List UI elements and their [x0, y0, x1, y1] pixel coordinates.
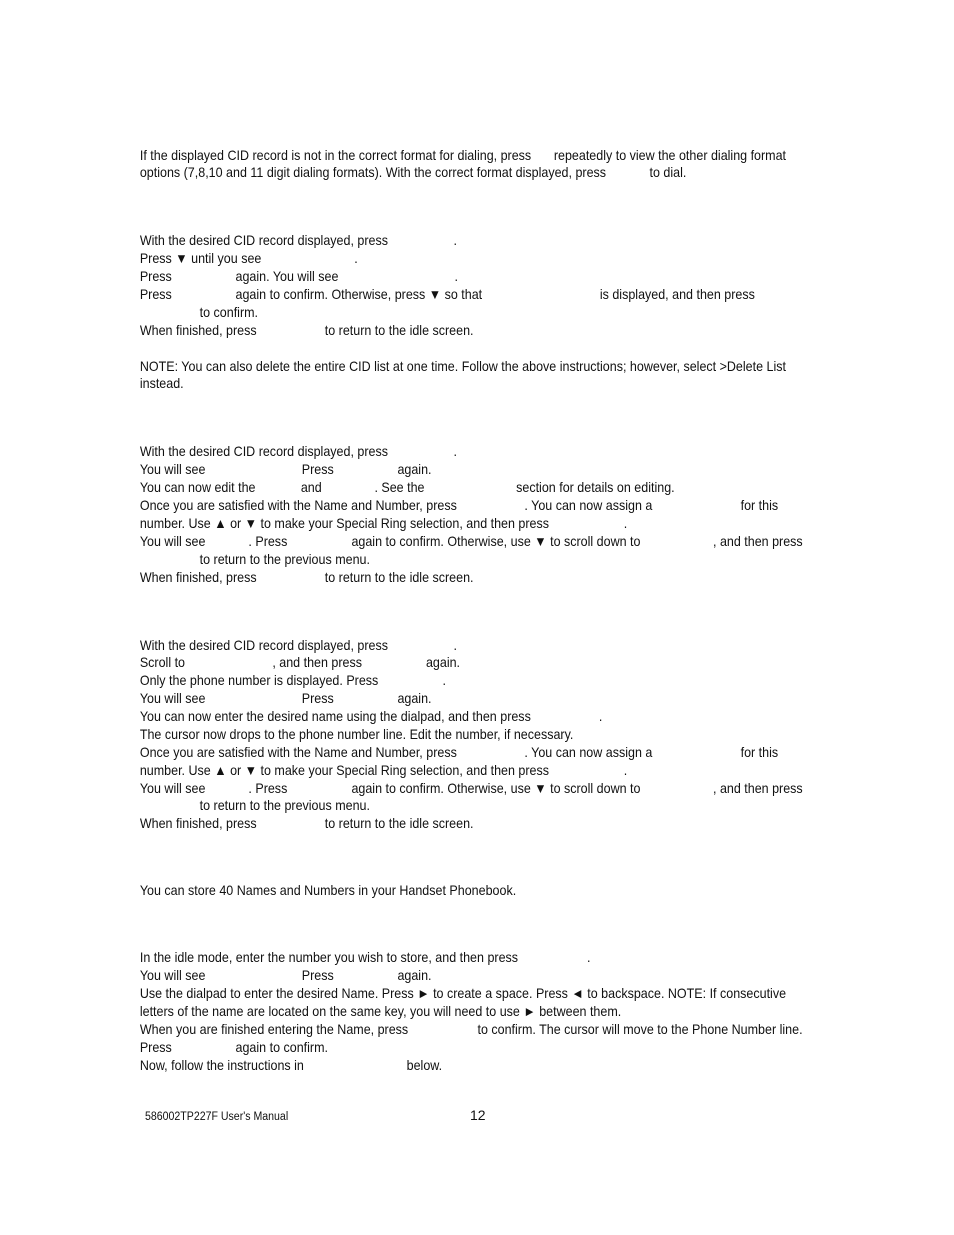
store-step-2 [0, 967, 878, 985]
save-edit-step-5 [0, 533, 878, 551]
store-step-4 [0, 1021, 878, 1039]
text: Press [139, 269, 172, 284]
save-number-step-7-cont [0, 762, 878, 780]
text: is displayed, and then press [599, 287, 755, 302]
text: When finished, press [139, 570, 257, 585]
text: You will see [139, 462, 206, 477]
text: to return to the previous menu. [199, 552, 370, 567]
text: . [354, 251, 358, 266]
text: to return to the previous menu. [199, 798, 370, 813]
text: options (7,8,10 and 11 digit dialing formats). With the correct format displayed, press [139, 165, 607, 180]
save-edit-step-2 [0, 461, 878, 479]
save-number-step-4 [0, 690, 878, 708]
text: With the desired CID record displayed, press [139, 638, 388, 653]
text: to return to the idle screen. [324, 816, 474, 831]
text: . [453, 233, 458, 248]
text: . [586, 950, 591, 965]
text: . [453, 638, 458, 653]
text: instead. [139, 376, 184, 391]
text: . See the [374, 480, 425, 495]
delete-step-3 [0, 268, 878, 286]
text: You will see [139, 968, 206, 983]
text: , and then press [272, 655, 363, 670]
text: to dial. [649, 165, 687, 180]
text: Press [139, 1040, 172, 1055]
text: . [454, 269, 458, 284]
text: Now, follow the instructions in [139, 1058, 304, 1073]
text: . [442, 673, 446, 688]
text: Press ▼ until you see [139, 251, 262, 266]
store-step-6 [0, 1057, 878, 1075]
save-edit-step-4 [0, 497, 878, 515]
save-number-step-1 [0, 637, 878, 655]
text: Use the dialpad to enter the desired Name. Press ► to create a space. Press ◄ to backspace. NOTE: If consecutive [139, 986, 787, 1001]
text: , and then press [713, 534, 803, 549]
text: repeatedly to view the other dialing format [553, 148, 787, 163]
save-edit-step-5-cont [0, 551, 878, 569]
text: In the idle mode, enter the number you wish to store, and then press [139, 950, 519, 965]
text: letters of the name are located on the same key, you will need to use ► between them. [139, 1004, 622, 1019]
text: again to confirm. Otherwise, use ▼ to scroll down to [351, 781, 641, 796]
text: You can now enter the desired name using the dialpad, and then press [139, 709, 531, 724]
text: below. [406, 1058, 443, 1073]
text: to return to the idle screen. [324, 570, 474, 585]
text: . You can now assign a [524, 498, 653, 513]
text: again. [397, 691, 432, 706]
text: You can now edit the [139, 480, 256, 495]
text: . [623, 763, 628, 778]
text: Once you are satisfied with the Name and Number, press [139, 745, 457, 760]
text: Only the phone number is displayed. Press [139, 673, 379, 688]
store-step-5 [0, 1039, 878, 1057]
dial-format-line-2 [0, 164, 878, 182]
delete-step-4-cont [0, 304, 878, 322]
text: again. [425, 655, 461, 670]
text: again. [397, 462, 432, 477]
text: again. You will see [235, 269, 339, 284]
save-number-step-9 [0, 815, 878, 833]
text: again to confirm. Otherwise, use ▼ to scroll down to [351, 534, 641, 549]
store-step-3 [0, 985, 878, 1003]
text: Once you are satisfied with the Name and Number, press [139, 498, 457, 513]
text: . Press [248, 781, 288, 796]
text: again to confirm. [235, 1040, 328, 1055]
text: When you are finished entering the Name, press [139, 1022, 409, 1037]
text: You will see [139, 691, 206, 706]
text: . [598, 709, 603, 724]
footer-manual-title: 586002TP227F User's Manual [145, 1111, 289, 1123]
dial-format-line-1 [0, 147, 878, 165]
phonebook-intro [0, 882, 878, 900]
delete-step-4 [0, 286, 878, 304]
save-edit-step-3 [0, 479, 878, 497]
text: Press [301, 968, 334, 983]
store-step-3-cont [0, 1003, 878, 1021]
delete-note-line-1 [0, 358, 878, 376]
save-number-step-8-cont [0, 797, 878, 815]
text: to return to the idle screen. [324, 323, 474, 338]
text: NOTE: You can also delete the entire CID list at one time. Follow the above instructions; however, select >Delete List [139, 359, 786, 374]
save-number-step-8 [0, 780, 878, 798]
text: for this [740, 498, 779, 513]
text: When finished, press [139, 816, 257, 831]
text: With the desired CID record displayed, press [139, 233, 388, 248]
text: You will see [139, 534, 206, 549]
text: Press [139, 287, 172, 302]
save-number-step-2 [0, 654, 878, 672]
text: for this [740, 745, 779, 760]
text: You will see [139, 781, 206, 796]
text: You can store 40 Names and Numbers in your Handset Phonebook. [139, 883, 517, 898]
text: . You can now assign a [524, 745, 653, 760]
save-number-step-5 [0, 708, 878, 726]
save-number-step-6 [0, 726, 878, 744]
save-number-step-3 [0, 672, 878, 690]
text: again. [397, 968, 432, 983]
text: number. Use ▲ or ▼ to make your Special Ring selection, and then press [139, 516, 550, 531]
text: number. Use ▲ or ▼ to make your Special Ring selection, and then press [139, 763, 550, 778]
delete-step-2 [0, 250, 878, 268]
text: Scroll to [139, 655, 186, 670]
text: and [300, 480, 322, 495]
text: . [453, 444, 458, 459]
text: When finished, press [139, 323, 257, 338]
text: , and then press [713, 781, 803, 796]
text: section for details on editing. [516, 480, 675, 495]
save-number-step-7 [0, 744, 878, 762]
footer-page-number: 12 [470, 1107, 486, 1123]
text: The cursor now drops to the phone number line. Edit the number, if necessary. [139, 727, 574, 742]
delete-step-1 [0, 232, 878, 250]
text: . Press [248, 534, 288, 549]
save-edit-step-1 [0, 443, 878, 461]
text: With the desired CID record displayed, press [139, 444, 388, 459]
text: Press [301, 691, 334, 706]
text: Press [301, 462, 334, 477]
delete-step-5 [0, 322, 878, 340]
text: to confirm. The cursor will move to the Phone Number line. [477, 1022, 803, 1037]
save-edit-step-4-cont [0, 515, 878, 533]
delete-note-line-2 [0, 375, 878, 393]
store-step-1 [0, 949, 878, 967]
save-edit-step-6 [0, 569, 878, 587]
text: again to confirm. Otherwise, press ▼ so that [235, 287, 483, 302]
text: If the displayed CID record is not in the correct format for dialing, press [139, 148, 532, 163]
text: to confirm. [199, 305, 259, 320]
text: . [623, 516, 628, 531]
